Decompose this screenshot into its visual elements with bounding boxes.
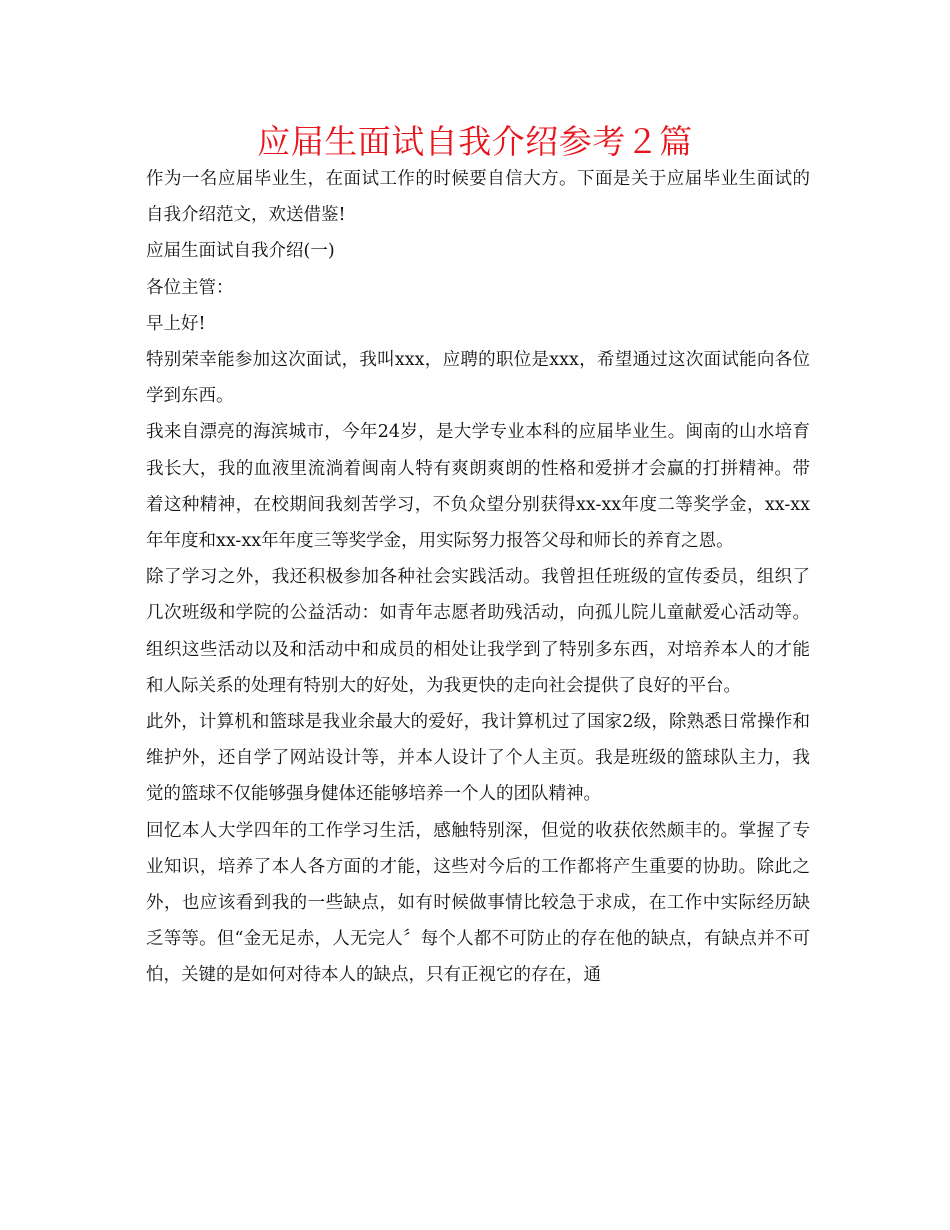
- document-title: 应届生面试自我介绍参考２篇: [257, 122, 693, 161]
- document-body: [146, 161, 810, 994]
- paragraph-activities: 除了学习之外，我还积极参加各种社会实践活动。我曾担任班级的宣传委员，组织了几次班级和学院的公益活动：如青年志愿者助残活动，向孤儿院儿童献爱心活动等。组织这些活动以及和活动中和成员的相处让我学到了特别多东西，对培养本人的才能和人际关系的处理有特别大的好处，为我更快的走向社会提供了良好的平台。: [146, 567, 810, 696]
- paragraph-reflection: 回忆本人大学四年的工作学习生活，感触特别深，但觉的收获依然颇丰的。掌握了专业知识，培养了本人各方面的才能，这些对今后的工作都将产生重要的协助。除此之外，也应该看到我的一些缺点，如有时候做事情比较急于求成，在工作中实际经历缺乏等等。但“金无足赤，人无完人〞每个人都不可防止的存在他的缺点，有缺点并不可怕，关键的是如何对待本人的缺点，只有正视它的存在，通: [146, 820, 810, 986]
- paragraph-greeting: 早上好!: [146, 313, 206, 334]
- paragraph-background: 我来自漂亮的海滨城市，今年24岁，是大学专业本科的应届毕业生。闽南的山水培育我长大，我的血液里流淌着闽南人特有爽朗爽朗的性格和爱拼才会赢的打拼精神。带着这种精神，在校期间我刻苦学习，不负众望分别获得xx-xx年度二等奖学金，xx-xx年年度和xx-xx年年度三等奖学金，用实际努力报答父母和师长的养育之恩。: [146, 422, 810, 552]
- paragraph-opening: 特别荣幸能参加这次面试，我叫xxx，应聘的职位是xxx，希望通过这次面试能向各位学到东西。: [146, 350, 810, 407]
- paragraph-salutation: 各位主管：: [146, 277, 234, 298]
- paragraph-hobbies: 此外，计算机和篮球是我业余最大的爱好，我计算机过了国家2级，除熟悉日常操作和维护外，还自学了网站设计等，并本人设计了个人主页。我是班级的篮球队主力，我觉的篮球不仅能够强身健体还能够培养一个人的团队精神。: [146, 712, 810, 805]
- section-heading: 应届生面试自我介绍(一): [146, 241, 335, 262]
- paragraph-intro: 作为一名应届毕业生，在面试工作的时候要自信大方。下面是关于应届毕业生面试的自我介绍范文，欢送借鉴!: [146, 169, 810, 226]
